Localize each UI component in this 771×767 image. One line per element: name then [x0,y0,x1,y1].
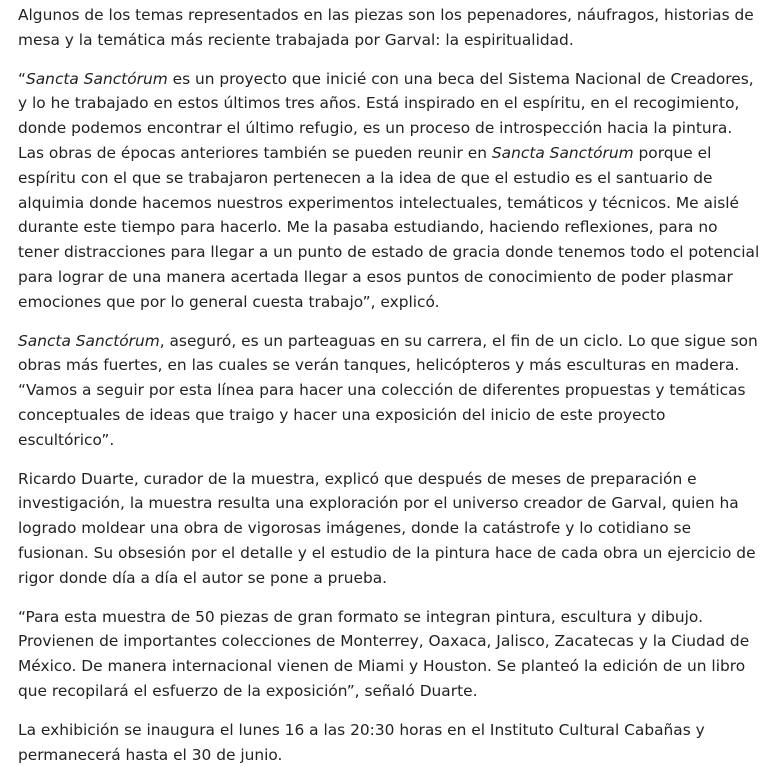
quote-mark: “ [18,69,26,88]
exhibition-title: Sancta Sanctórum [25,69,168,88]
paragraph-text: es un proyecto que inicié con una beca del Sistema Nacional de Creadores, y lo he trabajado en estos últimos tres años. Está inspirado en el espíritu, en el recogimiento, donde podemos encontrar el último refugio, es un proceso de introspección hacia la pintura. Las obras de épocas anteriores también se pueden reunir en [18,69,754,162]
paragraph-text: La exhibición se inaugura el lunes 16 a las 20:30 horas en el Instituto Cultural Cabañas y permanecerá hasta el 30 de junio. [18,720,705,764]
paragraph-text: “Para esta muestra de 50 piezas de gran formato se integran pintura, escultura y dibujo. Provienen de importantes colecciones de Monterrey, Oaxaca, Jalisco, Zacatecas y la Ciudad de México. De manera internacional vienen de Miami y Houston. Se planteó la edición de un libro que recopilará el esfuerzo de la exposición”, señaló Duarte. [18,607,750,700]
exhibition-title: Sancta Sanctórum [18,331,160,350]
paragraph-themes [18,3,761,53]
paragraph-opening-info [18,718,761,767]
exhibition-title: Sancta Sanctórum [491,143,634,162]
paragraph-curator [18,467,761,591]
paragraph-artist-quote [18,67,761,315]
paragraph-curator-quote [18,605,761,704]
paragraph-text: , aseguró, es un parteaguas en su carrera, el fin de un ciclo. Lo que sigue son obras más fuertes, en las cuales se verán tanques, helicópteros y más esculturas en madera. “Vamos a seguir por esta línea para hacer una colección de diferentes propuestas y temáticas conceptuales de ideas que traigo y hacer una exposición del inicio de este proyecto escultórico”. [18,331,758,449]
paragraph-text: Ricardo Duarte, curador de la muestra, explicó que después de meses de preparación e investigación, la muestra resulta una exploración por el universo creador de Garval, quien ha logrado moldear una obra de vigorosas imágenes, donde la catástrofe y lo cotidiano se fusionan. Su obsesión por el detalle y el estudio de la pintura hace de cada obra un ejercicio de rigor donde día a día el autor se pone a prueba. [18,469,756,587]
paragraph-text: porque el espíritu con el que se trabajaron pertenecen a la idea de que el estudio es el santuario de alquimia donde hacemos nuestros experimentos intelectuales, temáticos y técnicos. Me aislé durante este tiempo para hacerlo. Me la pasaba estudiando, haciendo reflexiones, para no tener distracciones para llegar a un punto de estado de gracia donde tenemos todo el potencial para lograr de una manera acertada llegar a esos puntos de conocimiento de poder plasmar emociones que por lo general cuesta trabajo”, explicó. [18,143,760,311]
paragraph-text: Algunos de los temas representados en las piezas son los pepenadores, náufragos, historias de mesa y la temática más reciente trabajada por Garval: la espiritualidad. [18,6,754,49]
paragraph-turning-point [18,329,761,453]
